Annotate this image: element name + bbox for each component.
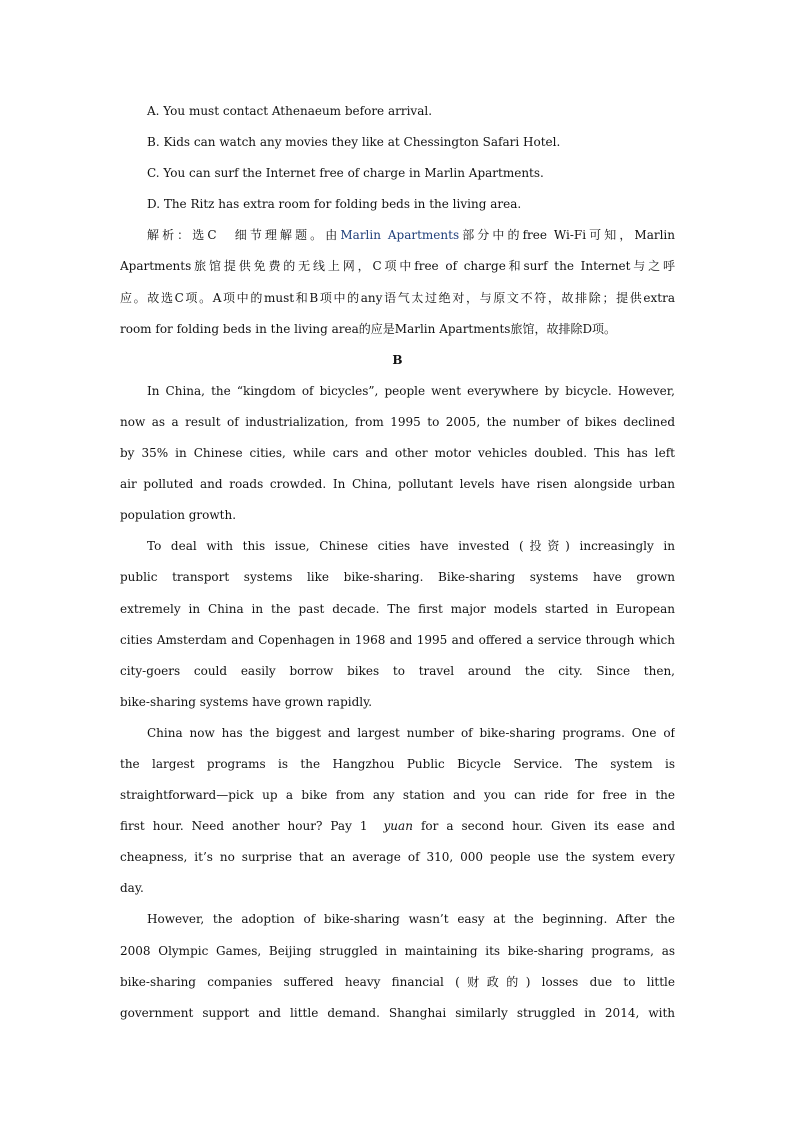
passage-line: day. <box>120 881 144 896</box>
passage-line: To deal with this issue, Chinese cities have invested (投资) increasingly in <box>147 539 675 554</box>
analysis-line-2: Apartments旅馆提供免费的无线上网，C项中free of charge和surf the Internet与之呼 <box>120 259 675 274</box>
section-label: B <box>392 352 403 367</box>
passage-line: bike-sharing systems have grown rapidly. <box>120 694 373 709</box>
passage-line: straightforward—pick up a bike from any station and you can ride for free in the <box>120 788 675 803</box>
passage-line: now as a result of industrialization, from 1995 to 2005, the number of bikes declined <box>120 414 675 429</box>
analysis-line-1 <box>120 220 675 251</box>
passage-line: by 35% in Chinese cities, while cars and other motor vehicles doubled. This has left <box>120 446 675 461</box>
passage-line: public transport systems like bike-sharing. Bike-sharing systems have grown <box>120 570 675 585</box>
passage-line: bike-sharing companies suffered heavy financial (财政的) losses due to little <box>120 974 675 989</box>
passage-line: government support and little demand. Shanghai similarly struggled in 2014, with <box>120 1005 675 1020</box>
analysis-line-4: room for folding beds in the living area的应是Marlin Apartments旅馆，故排除D项。 <box>120 321 617 336</box>
option-c: C. You can surf the Internet free of charge in Marlin Apartments. <box>147 166 544 181</box>
passage-line: city-goers could easily borrow bikes to travel around the city. Since then, <box>120 663 675 678</box>
passage-line: However, the adoption of bike-sharing wasn’t easy at the beginning. After the <box>147 912 675 927</box>
passage-line: cheapness, it’s no surprise that an average of 310, 000 people use the system every <box>120 850 675 865</box>
passage-line: population growth. <box>120 508 237 523</box>
passage-text: for a second hour. Given its ease and <box>420 819 675 834</box>
analysis-line-3: 应。故选C项。A项中的must和B项中的any语气太过绝对，与原文不符，故排除；提供extra <box>120 290 675 305</box>
option-b: B. Kids can watch any movies they like at Chessington Safari Hotel. <box>147 135 561 150</box>
passage-line <box>120 811 675 842</box>
passage-text: first hour. Need another hour? Pay 1 <box>120 819 368 834</box>
option-a: A. You must contact Athenaeum before arrival. <box>147 104 433 118</box>
passage-line: extremely in China in the past decade. The first major models started in European <box>120 601 675 616</box>
passage-italic-text: yuan <box>383 819 413 834</box>
document-page <box>120 96 675 1029</box>
passage-line: cities Amsterdam and Copenhagen in 1968 and 1995 and offered a service through which <box>120 632 675 647</box>
passage-line: 2008 Olympic Games, Beijing struggled in maintaining its bike-sharing programs, as <box>120 943 675 958</box>
analysis-highlight: Marlin Apartments <box>340 228 460 243</box>
passage-line: China now has the biggest and largest number of bike-sharing programs. One of <box>147 725 675 740</box>
passage-line: the largest programs is the Hangzhou Public Bicycle Service. The system is <box>120 756 675 771</box>
passage-line: air polluted and roads crowded. In China, pollutant levels have risen alongside urban <box>120 477 675 492</box>
analysis-text: 部分中的free Wi-Fi可知，Marlin <box>459 228 675 243</box>
analysis-text: 解析：选C 细节理解题。由 <box>147 228 341 243</box>
option-d: D. The Ritz has extra room for folding beds in the living area. <box>147 197 522 212</box>
passage-line: In China, the “kingdom of bicycles”, people went everywhere by bicycle. However, <box>147 383 675 398</box>
